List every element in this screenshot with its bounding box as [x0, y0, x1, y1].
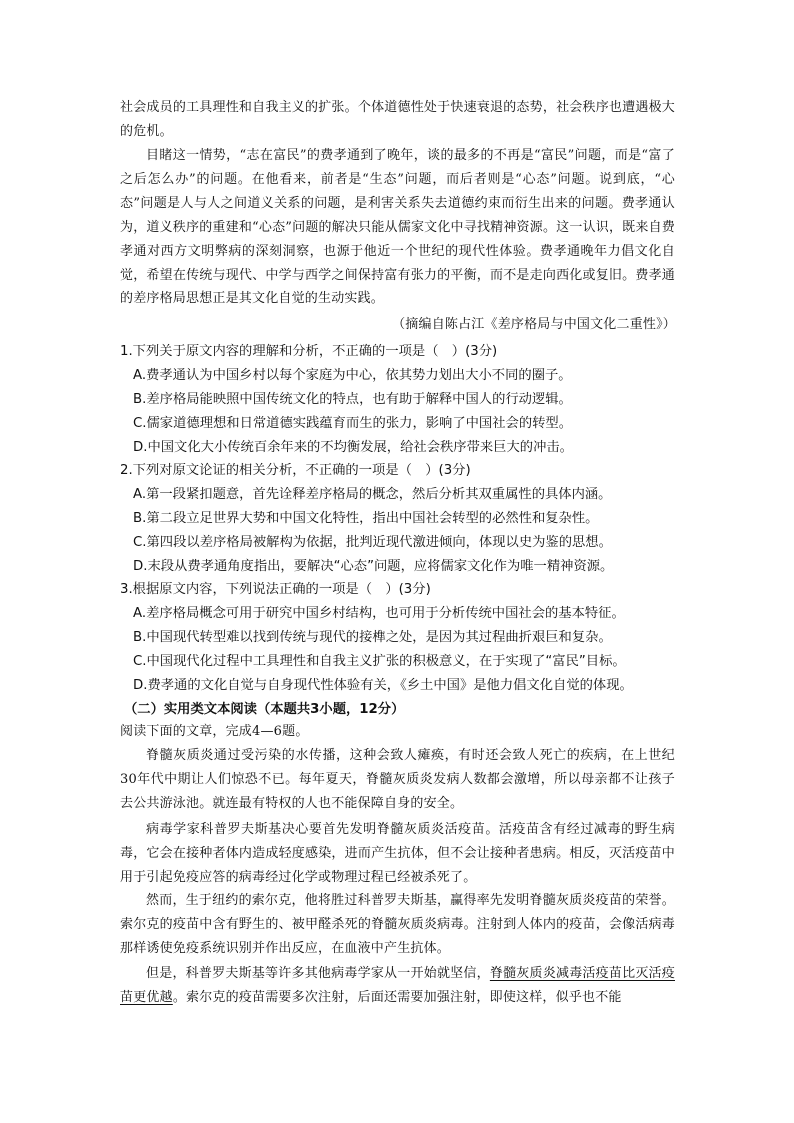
- article-paragraph: [120, 962, 675, 1010]
- question-option: B.差序格局能映照中国传统文化的特点，也有助于解释中国人的行动逻辑。: [133, 392, 572, 407]
- question-stem: 3.根据原文内容，下列说法正确的一项是（ ）(3分): [120, 582, 431, 597]
- question-option: A.差序格局概念可用于研究中国乡村结构，也可用于分析传统中国社会的基本特征。: [133, 606, 625, 621]
- question-option: A.第一段紧扣题意，首先诠释差序格局的概念，然后分析其双重属性的具体内涵。: [133, 487, 612, 502]
- question-option: B.第二段立足世界大势和中国文化特性，指出中国社会转型的必然性和复杂性。: [133, 511, 599, 526]
- article-paragraph: 然而，生于纽约的索尔克，他将胜过科普罗夫斯基，赢得率先发明脊髓灰质炎疫苗的荣誉。索尔克的疫苗中含有野生的、被甲醛杀死的脊髓灰质炎病毒。注射到人体内的疫苗，会像活病毒那样诱使免疫系统识别并作出反应，在血液中产生抗体。: [120, 893, 675, 956]
- passage-paragraph: 目睹这一情势，“志在富民”的费孝通到了晚年，谈的最多的不再是“富民”问题，而是“富了之后怎么办”的问题。在他看来，前者是“生态”问题，而后者则是“心态”问题。说到底，“心态”问题是人与人之间道义关系的问题，是利害关系失去道德约束而衍生出来的问题。费孝通认为，道义秩序的重建和“心态”问题的解决只能从儒家文化中寻找精神资源。这一认识，既来自费孝通对西方文明弊病的深刻洞察，也源于他近一个世纪的现代性体验。费孝通晚年力倡文化自觉，希望在传统与现代、中学与西学之间保持富有张力的平衡，而不是走向西化或复旧。费孝通的差序格局思想正是其文化自觉的生动实践。: [120, 148, 675, 307]
- article-paragraph: 脊髓灰质炎通过受污染的水传播，这种会致人瘫痪，有时还会致人死亡的疾病，在上世纪30年代中期让人们惊恐不已。每年夏天，脊髓灰质炎发病人数都会激增，所以母亲都不让孩子去公共游泳池。就连最有特权的人也不能保障自身的安全。: [120, 748, 675, 811]
- section-heading: （二）实用类文本阅读（本题共3小题，12分）: [124, 702, 405, 717]
- underlined-phrase: 脊髓灰质炎减毒活疫苗比灭活疫苗更优越: [120, 966, 675, 1005]
- article-paragraph: 病毒学家科普罗夫斯基决心要首先发明脊髓灰质炎活疫苗。活疫苗含有经过减毒的野生病毒，它会在接种者体内造成轻度感染，进而产生抗体，但不会让接种者患病。相反，灭活疫苗中用于引起免疫应答的病毒经过化学或物理过程已经被杀死了。: [120, 822, 675, 885]
- question-stem: 2.下列对原文论证的相关分析，不正确的一项是（ ）(3分): [120, 463, 471, 478]
- question-option: B.中国现代转型难以找到传统与现代的接榫之处，是因为其过程曲折艰巨和复杂。: [133, 630, 612, 645]
- paragraph-text: 但是，科普罗夫斯基等许多其他病毒学家从一开始就坚信，: [146, 966, 490, 981]
- question-option: D.中国文化大小传统百余年来的不均衡发展，给社会秩序带来巨大的冲击。: [133, 440, 573, 455]
- question-option: C.儒家道德理想和日常道德实践蕴育而生的张力，影响了中国社会的转型。: [133, 416, 573, 431]
- question-option: C.第四段以差序格局被解构为依据，批判近现代激进倾向，体现以史为鉴的思想。: [133, 535, 612, 550]
- section-instruction: 阅读下面的文章，完成4—6题。: [120, 724, 309, 739]
- question-stem: 1.下列关于原文内容的理解和分析，不正确的一项是（ ）(3分): [120, 344, 498, 359]
- question-option: D.费孝通的文化自觉与自身现代性体验有关，《乡土中国》是他力倡文化自觉的体现。: [133, 678, 633, 693]
- passage-paragraph: 社会成员的工具理性和自我主义的扩张。个体道德性处于快速衰退的态势，社会秩序也遭遇极大的危机。: [120, 100, 675, 139]
- source-citation: （摘编自陈占江《差序格局与中国文化二重性》）: [392, 317, 676, 332]
- paragraph-text: 。索尔克的疫苗需要多次注射，后面还需要加强注射，即使这样，似乎也不能: [172, 989, 622, 1005]
- question-option: A.费孝通认为中国乡村以每个家庭为中心，依其势力划出大小不同的圈子。: [133, 368, 572, 383]
- question-option: D.末段从费孝通角度指出，要解决“心态”问题，应将儒家文化作为唯一精神资源。: [133, 559, 614, 574]
- question-option: C.中国现代化过程中工具理性和自我主义扩张的积极意义，在于实现了“富民”目标。: [133, 654, 626, 669]
